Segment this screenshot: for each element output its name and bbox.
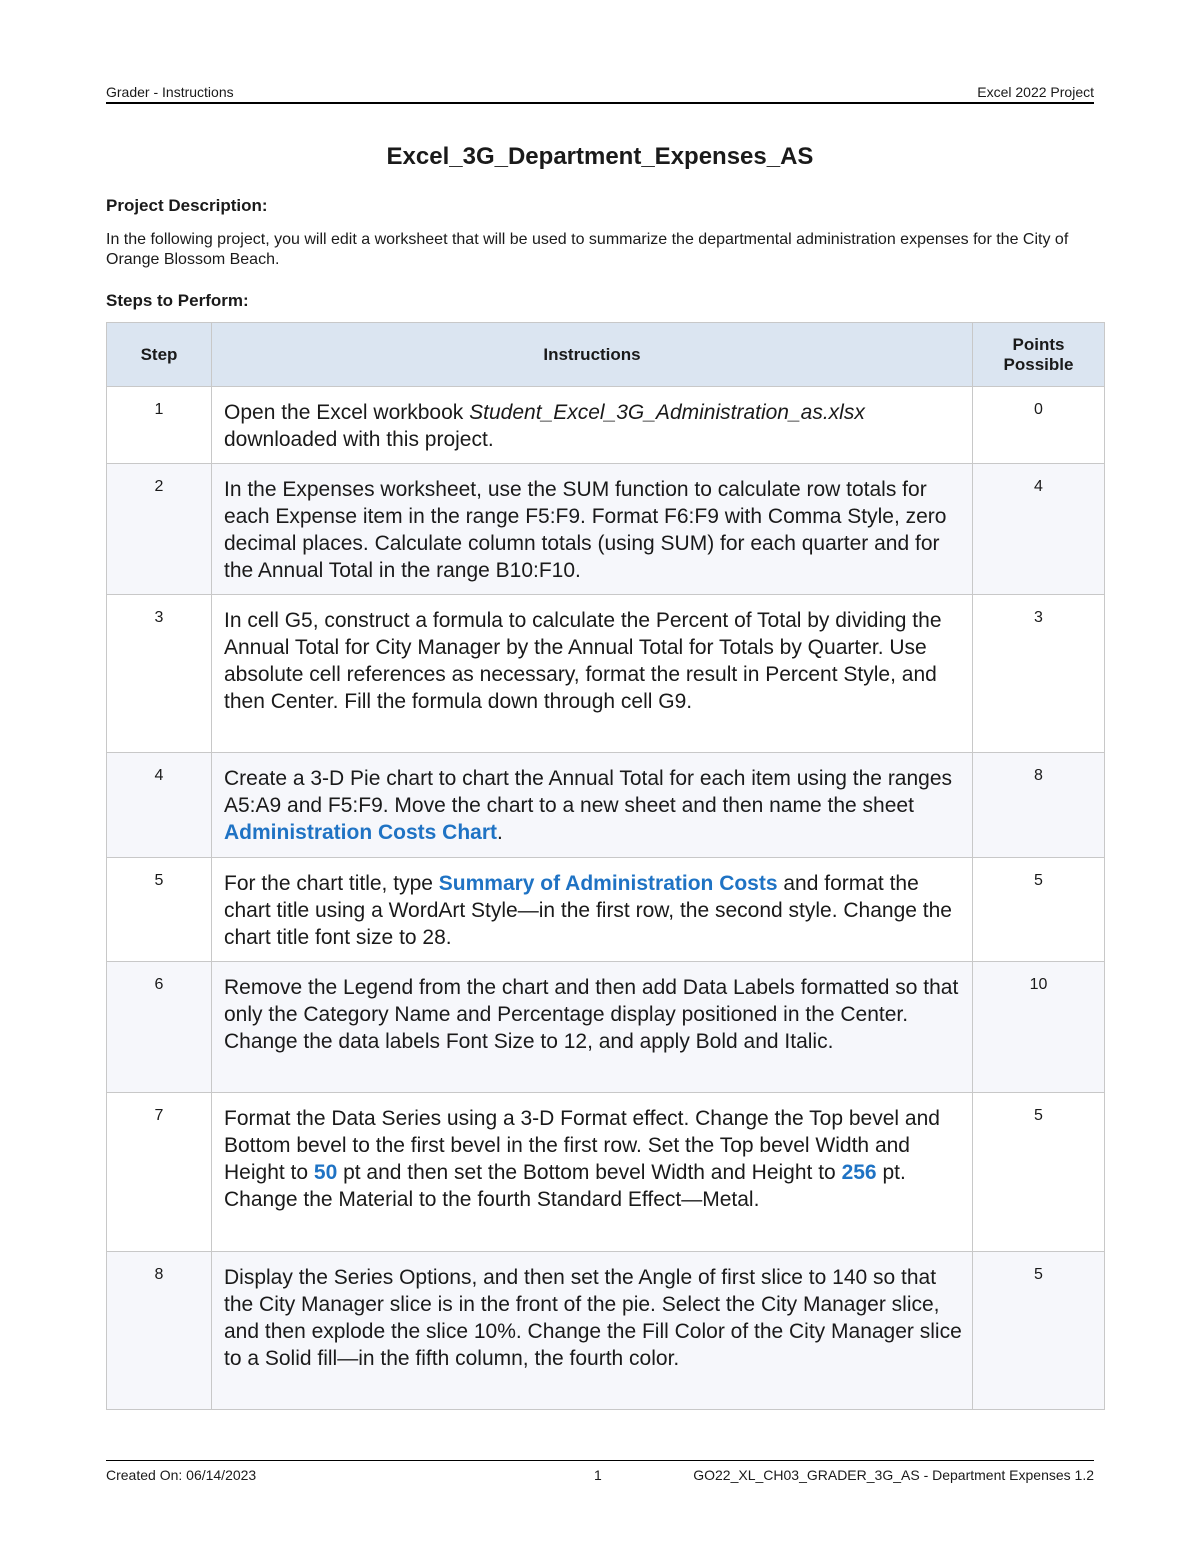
highlighted-value: 50 bbox=[313, 1161, 338, 1184]
table-row bbox=[107, 387, 1105, 464]
footer-created-date: Created On: 06/14/2023 bbox=[106, 1467, 257, 1483]
table-row bbox=[107, 595, 1105, 753]
step-points: 0 bbox=[973, 387, 1105, 464]
step-points: 5 bbox=[973, 1252, 1105, 1410]
filename-text: Student_Excel_3G_Administration_as.xlsx bbox=[469, 401, 865, 424]
step-number: 7 bbox=[107, 1093, 212, 1252]
step-points: 8 bbox=[973, 753, 1105, 858]
page-footer bbox=[106, 1460, 1094, 1490]
step-instructions bbox=[212, 387, 973, 464]
step-points: 5 bbox=[973, 1093, 1105, 1252]
step-instructions: In cell G5, construct a formula to calculate the Percent of Total by dividing the Annual Total for City Manager by the Annual Total for Totals by Quarter. Use absolute cell references as necessary, format the result in Percent Style, and then Center. Fill the formula down through cell G9. bbox=[212, 595, 973, 753]
header-left-text: Grader - Instructions bbox=[106, 84, 234, 100]
step-points: 10 bbox=[973, 962, 1105, 1093]
highlighted-sheet-name: Administration Costs Chart bbox=[224, 821, 498, 844]
highlighted-value: 256 bbox=[841, 1161, 877, 1184]
project-description-heading: Project Description: bbox=[106, 196, 268, 215]
step-number: 8 bbox=[107, 1252, 212, 1410]
step-number: 2 bbox=[107, 464, 212, 595]
table-row bbox=[107, 753, 1105, 858]
step-number: 6 bbox=[107, 962, 212, 1093]
table-row bbox=[107, 464, 1105, 595]
step-number: 3 bbox=[107, 595, 212, 753]
instruction-text: Open the Excel workbook bbox=[224, 401, 470, 424]
footer-document-id: GO22_XL_CH03_GRADER_3G_AS - Department Expenses 1.2 bbox=[693, 1467, 1094, 1483]
column-header-step: Step bbox=[107, 323, 212, 387]
instruction-text: Format the Data Series using a 3-D Format effect. Change the Top bevel and Bottom bevel to the first bevel in the first row. Set the Top bevel Width and Height to bbox=[224, 1107, 940, 1184]
highlighted-chart-title: Summary of Administration Costs bbox=[438, 872, 778, 895]
document-title: Excel_3G_Department_Expenses_AS bbox=[386, 143, 814, 170]
header-right-text: Excel 2022 Project bbox=[977, 84, 1094, 100]
page-header bbox=[106, 82, 1094, 104]
step-number: 1 bbox=[107, 387, 212, 464]
column-header-instructions: Instructions bbox=[212, 323, 973, 387]
instruction-text: and format the chart title using a WordArt Style—in the first row, the second style. Change the chart title font size to 28. bbox=[224, 872, 952, 949]
column-header-points bbox=[973, 323, 1105, 387]
step-instructions: Display the Series Options, and then set the Angle of first slice to 140 so that the City Manager slice is in the front of the pie. Select the City Manager slice, and then explode the slice 10%. Change the Fill Color of the City Manager slice to a Solid fill—in the fifth column, the fourth color. bbox=[212, 1252, 973, 1410]
project-description-text: In the following project, you will edit a worksheet that will be used to summarize the departmental administration expenses for the City of Orange Blossom Beach. bbox=[106, 231, 1069, 268]
footer-page-number: 1 bbox=[594, 1467, 602, 1483]
step-number: 5 bbox=[107, 858, 212, 962]
instruction-text: . bbox=[497, 821, 503, 844]
step-instructions: Remove the Legend from the chart and then add Data Labels formatted so that only the Category Name and Percentage display positioned in the Center. Change the data labels Font Size to 12, and apply Bold and Italic. bbox=[212, 962, 973, 1093]
step-points: 5 bbox=[973, 858, 1105, 962]
table-row bbox=[107, 1252, 1105, 1410]
instruction-text: For the chart title, type bbox=[224, 872, 439, 895]
step-instructions: In the Expenses worksheet, use the SUM function to calculate row totals for each Expense item in the range F5:F9. Format F6:F9 with Comma Style, zero decimal places. Calculate column totals (using SUM) for each quarter and for the Annual Total in the range B10:F10. bbox=[212, 464, 973, 595]
instruction-text: downloaded with this project. bbox=[224, 428, 494, 451]
table-row bbox=[107, 962, 1105, 1093]
step-instructions bbox=[212, 753, 973, 858]
table-row bbox=[107, 858, 1105, 962]
step-instructions bbox=[212, 1093, 973, 1252]
instruction-text: Create a 3-D Pie chart to chart the Annual Total for each item using the ranges A5:A9 and F5:F9. Move the chart to a new sheet and then name the sheet bbox=[224, 767, 953, 817]
table-header-row bbox=[107, 323, 1105, 387]
steps-heading: Steps to Perform: bbox=[106, 291, 249, 310]
column-header-points-label: Points Possible bbox=[1003, 334, 1074, 374]
step-points: 3 bbox=[973, 595, 1105, 753]
instruction-text: pt. Change the Material to the fourth Standard Effect—Metal. bbox=[224, 1161, 906, 1211]
instruction-text: pt and then set the Bottom bevel Width and Height to bbox=[337, 1161, 842, 1184]
table-row bbox=[107, 1093, 1105, 1252]
steps-table bbox=[106, 322, 1105, 1410]
step-points: 4 bbox=[973, 464, 1105, 595]
step-instructions bbox=[212, 858, 973, 962]
step-number: 4 bbox=[107, 753, 212, 858]
